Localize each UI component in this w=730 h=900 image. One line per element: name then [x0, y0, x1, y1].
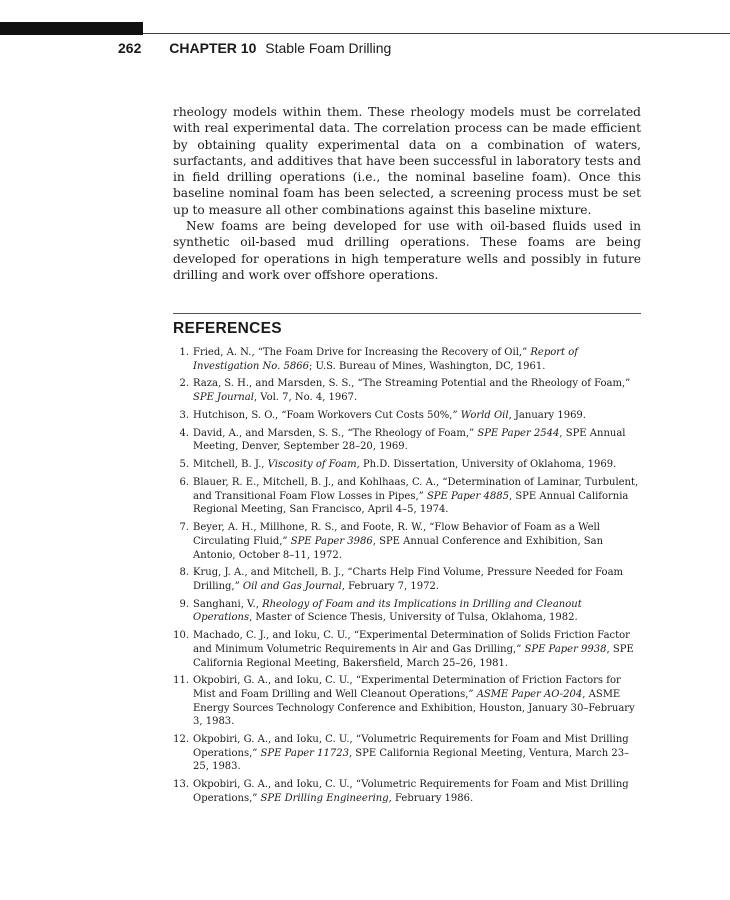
- references-heading: REFERENCES: [173, 320, 282, 337]
- reference-item: 9. Sanghani, V., Rheology of Foam and its Implications in Drilling and Cleanout Operations, Master of Science Thesis, University of Tulsa, Oklahoma, 1982.: [179, 598, 582, 624]
- chapter-title: Stable Foam Drilling: [265, 40, 392, 56]
- reference-item: 4. David, A., and Marsden, S. S., “The Rheology of Foam,” SPE Paper 2544, SPE Annual Meeting, Denver, September 28–20, 1969.: [179, 427, 626, 453]
- header-rule: [143, 33, 730, 34]
- reference-item: 6. Blauer, R. E., Mitchell, B. J., and Kohlhaas, C. A., “Determination of Laminar, Turbulent, and Transitional Foam Flow Losses in Pipes,” SPE Paper 4885, SPE Annual California Regional Meeting, San Francisco, April 4–5, 1974.: [179, 477, 639, 516]
- reference-item: 1. Fried, A. N., “The Foam Drive for Increasing the Recovery of Oil,” Report of Investigation No. 5866; U.S. Bureau of Mines, Washington, DC, 1961.: [179, 347, 578, 372]
- reference-item: 8. Krug, J. A., and Mitchell, B. J., “Charts Help Find Volume, Pressure Needed for Foam Drilling,” Oil and Gas Journal, February 7, 1972.: [179, 567, 624, 592]
- page-number: 262: [118, 40, 142, 56]
- section-divider: [173, 313, 641, 314]
- reference-item: 7. Beyer, A. H., Millhone, R. S., and Foote, R. W., “Flow Behavior of Foam as a Well Circulating Fluid,” SPE Paper 3986, SPE Annual Conference and Exhibition, San Antonio, October 8–11, 1972.: [179, 522, 604, 561]
- references-list: [173, 346, 641, 810]
- reference-item: 3. Hutchison, S. O., “Foam Workovers Cut Costs 50%,” World Oil, January 1969.: [179, 409, 586, 421]
- chapter-label: CHAPTER 10: [169, 40, 257, 56]
- reference-item: 5. Mitchell, B. J., Viscosity of Foam, Ph.D. Dissertation, University of Oklahoma, 1969.: [179, 459, 617, 471]
- reference-item: 2. Raza, S. H., and Marsden, S. S., “The Streaming Potential and the Rheology of Foam,” SPE Journal, Vol. 7, No. 4, 1967.: [179, 378, 631, 404]
- body-text: [173, 104, 641, 283]
- reference-item: 11. Okpobiri, G. A., and Ioku, C. U., “Experimental Determination of Friction Factors for Mist and Foam Drilling and Well Cleanout Operations,” ASME Paper AO-204, ASME Energy Sources Technology Conference and Exhibition, Houston, January 30–February 3, 1983.: [173, 675, 635, 728]
- paragraph: New foams are being developed for use with oil-based fluids used in synthetic oil-based mud drilling operations. These foams are being developed for operations in high temperature wells and possibly in future drilling and work over offshore operations.: [173, 219, 641, 282]
- reference-item: 10. Machado, C. J., and Ioku, C. U., “Experimental Determination of Solids Friction Factor and Minimum Volumetric Requirements in Air and Gas Drilling,” SPE Paper 9938, SPE California Regional Meeting, Bakersfield, March 25–26, 1981.: [173, 630, 634, 669]
- paragraph: rheology models within them. These rheology models must be correlated with real experimental data. The correlation process can be made efficient by obtaining quality experimental data on a combination of waters, surfactants, and additives that have been successful in laboratory tests and in field drilling operations (i.e., the nominal baseline foam). Once this baseline nominal foam has been selected, a screening process must be set up to measure all other combinations against this baseline mixture.: [173, 105, 641, 217]
- header-bar: [0, 22, 143, 35]
- reference-item: 12. Okpobiri, G. A., and Ioku, C. U., “Volumetric Requirements for Foam and Mist Drilling Operations,” SPE Paper 11723, SPE California Regional Meeting, Ventura, March 23–25, 1983.: [173, 734, 630, 773]
- reference-item: 13. Okpobiri, G. A., and Ioku, C. U., “Volumetric Requirements for Foam and Mist Drilling Operations,” SPE Drilling Engineering, February 1986.: [173, 779, 629, 804]
- running-header: [118, 40, 391, 56]
